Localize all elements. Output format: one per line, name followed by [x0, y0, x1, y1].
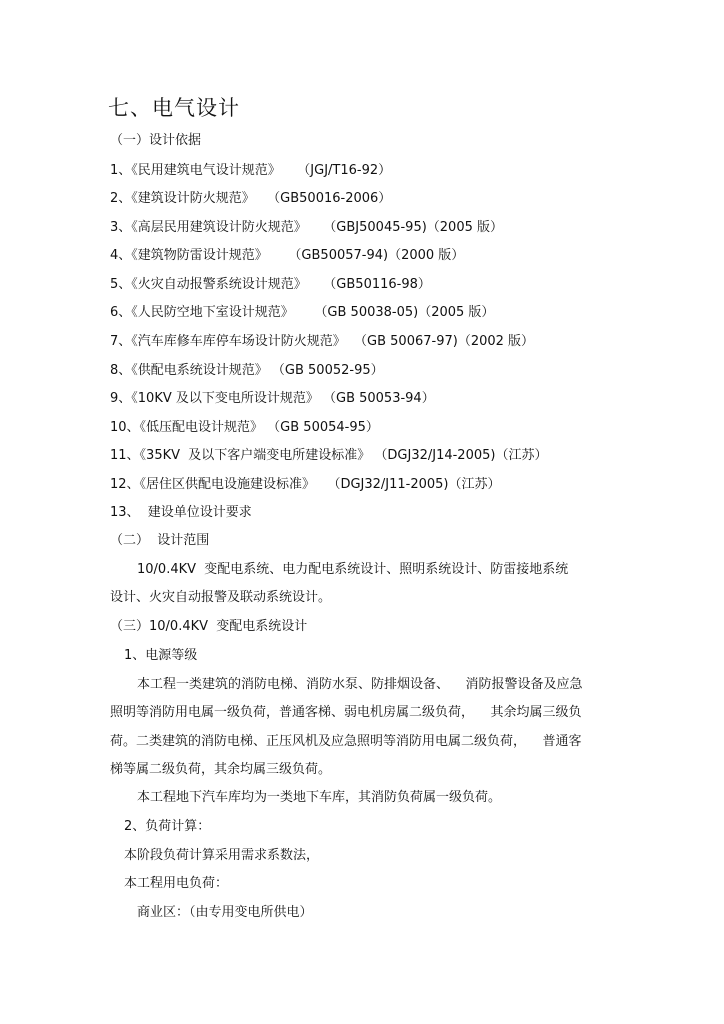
- paragraph-line: 设计、火灾自动报警及联动系统设计。: [110, 590, 332, 605]
- reference-item: 4、《建筑物防雷设计规范》 （GB50057-94)（2000 版）: [110, 248, 465, 263]
- subsection-heading: （一）设计依据: [110, 133, 202, 148]
- subsection-heading: （三）10/0.4KV 变配电系统设计: [110, 619, 308, 634]
- reference-item: 12、《居住区供配电设施建设标准》 （DGJ32/J11-2005)（江苏）: [110, 477, 501, 492]
- reference-item: 3、《高层民用建筑设计防火规范》 （GBJ50045-95)（2005 版）: [110, 220, 504, 235]
- reference-item: 9、《10KV 及以下变电所设计规范》 （GB 50053-94）: [110, 391, 435, 406]
- paragraph-line: 本工程用电负荷：: [124, 876, 229, 891]
- reference-item: 10、《低压配电设计规范》 （GB 50054-95）: [110, 420, 379, 435]
- paragraph-line: 10/0.4KV 变配电系统、电力配电系统设计、照明系统设计、防雷接地系统: [137, 562, 569, 577]
- reference-item: 6、《人民防空地下室设计规范》 （GB 50038-05)（2005 版）: [110, 305, 495, 320]
- reference-item: 2、《建筑设计防火规范》 （GB50016-2006）: [110, 191, 392, 206]
- reference-item: 5、《火灾自动报警系统设计规范》 （GB50116-98）: [110, 277, 431, 292]
- reference-item: 11、《35KV 及以下客户端变电所建设标准》 （DGJ32/J14-2005)（江苏）: [110, 448, 548, 463]
- section-title: 七、电气设计: [108, 96, 240, 120]
- paragraph-line: 照明等消防用电属一级负荷，普通客梯、弱电机房属二级负荷， 其余均属三级负: [110, 705, 582, 720]
- reference-item: 7、《汽车库修车库停车场设计防火规范》 （GB 50067-97)（2002 版）: [110, 334, 535, 349]
- paragraph-line: 梯等属二级负荷，其余均属三级负荷。: [110, 762, 332, 777]
- reference-item: 13、 建设单位设计要求: [110, 505, 252, 520]
- subsection-heading: （二） 设计范围: [110, 533, 210, 548]
- item-heading: 2、负荷计算：: [124, 819, 211, 834]
- item-heading: 1、电源等级: [124, 648, 198, 663]
- paragraph-line: 本工程一类建筑的消防电梯、消防水泵、防排烟设备、 消防报警设备及应急: [137, 677, 583, 692]
- paragraph-line: 本工程地下汽车库均为一类地下车库，其消防负荷属一级负荷。: [137, 790, 502, 805]
- paragraph-line: 本阶段负荷计算采用需求系数法，: [124, 848, 320, 863]
- reference-item: 1、《民用建筑电气设计规范》 （JGJ/T16-92）: [110, 163, 392, 178]
- paragraph-line: 商业区：（由专用变电所供电）: [137, 905, 313, 920]
- reference-item: 8、《供配电系统设计规范》 （GB 50052-95）: [110, 363, 384, 378]
- paragraph-line: 荷。二类建筑的消防电梯、正压风机及应急照明等消防用电属二级负荷， 普通客: [110, 734, 582, 749]
